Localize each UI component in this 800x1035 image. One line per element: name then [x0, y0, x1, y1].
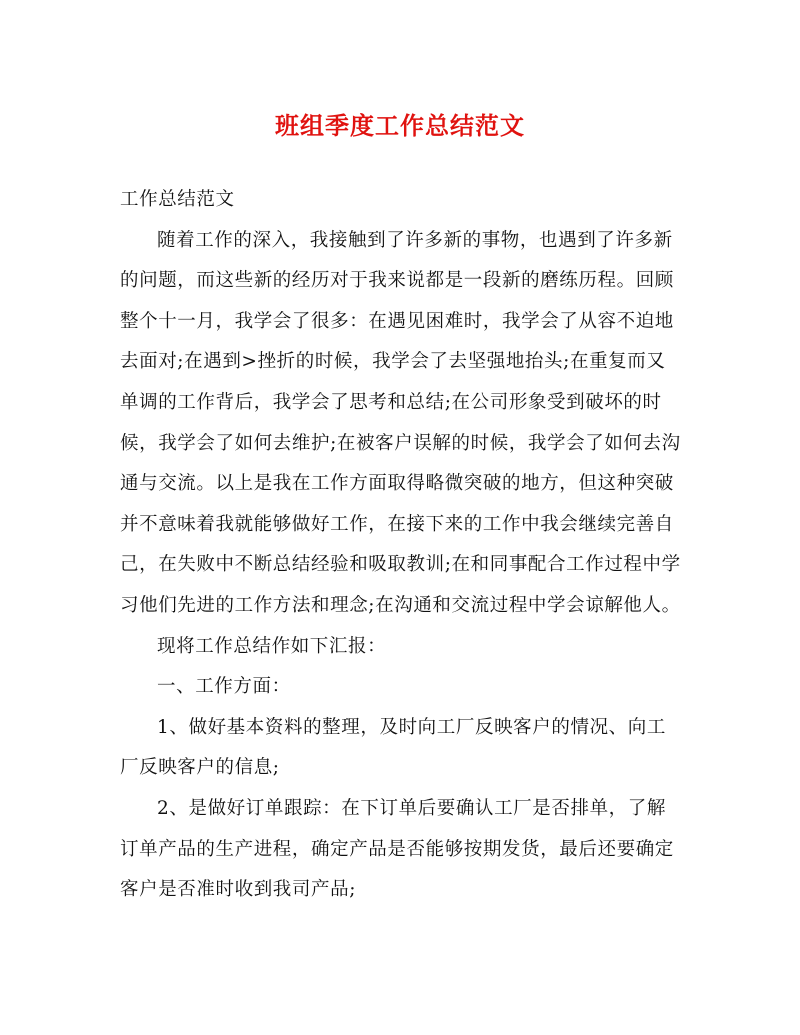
paragraph-report-lead: 现将工作总结作如下汇报：: [157, 635, 387, 657]
document-body: [120, 180, 682, 911]
paragraph-section-heading: 一、工作方面：: [157, 676, 291, 698]
paragraph-subtitle: 工作总结范文: [120, 189, 235, 210]
paragraph-item-1: 1、做好基本资料的整理，及时向工厂反映客户的情况、向工厂反映客户的信息;: [120, 716, 666, 779]
paragraph-item-2: 2、是做好订单跟踪：在下订单后要确认工厂是否排单，了解订单产品的生产进程，确定产品是否能够按期发货，最后还要确定客户是否准时收到我司产品;: [120, 797, 674, 901]
paragraph-intro: 随着工作的深入，我接触到了许多新的事物，也遇到了许多新的问题，而这些新的经历对于我来说都是一段新的磨练历程。回顾整个十一月，我学会了很多：在遇见困难时，我学会了从容不迫地去面对;在遇到>挫折的时候，我学会了去坚强地抬头;在重复而又单调的工作背后，我学会了思考和总结;在公司形象受到破坏的时候，我学会了如何去维护;在被客户误解的时候，我学会了如何去沟通与交流。以上是我在工作方面取得略微突破的地方，但这种突破并不意味着我就能够做好工作，在接下来的工作中我会继续完善自己，在失败中不断总结经验和吸取教训;在和同事配合工作过程中学习他们先进的工作方法和理念;在沟通和交流过程中学会谅解他人。: [120, 229, 681, 616]
document-title: 班组季度工作总结范文: [275, 111, 525, 140]
